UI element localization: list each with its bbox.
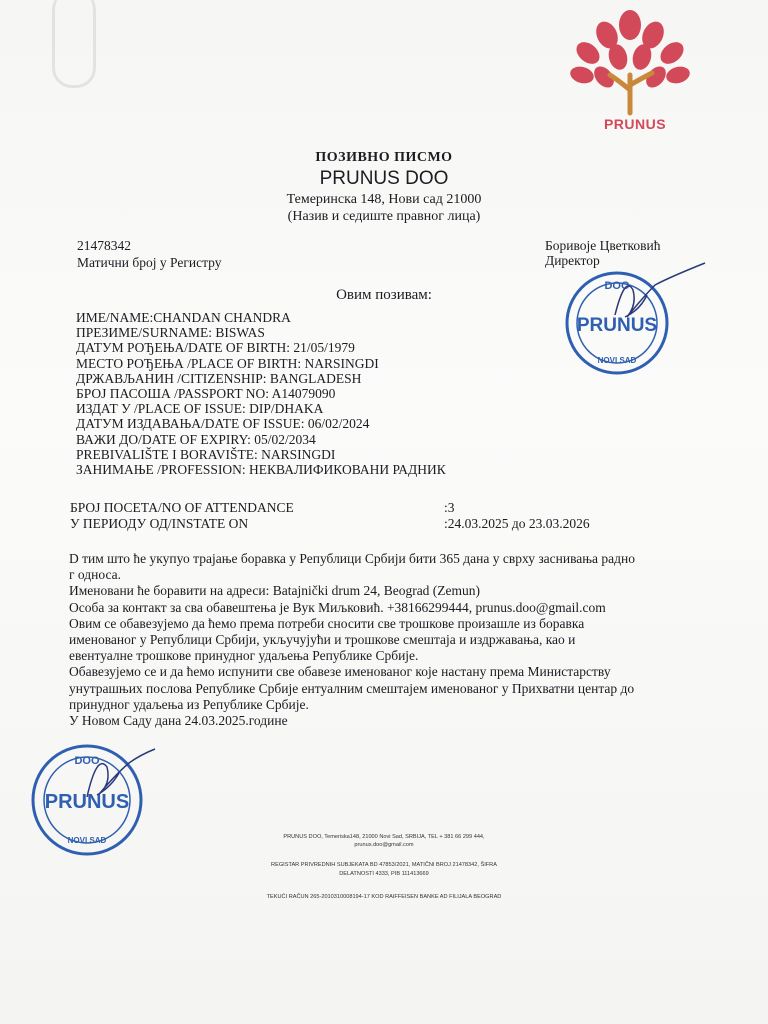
body-line: евентуалне трошкове принудног удаљења Републике Србије. [69, 648, 419, 664]
footer-line: PRUNUS DOO, Temeriska148, 21000 Novi Sad, SRBIJA, TEL + 381 66 299 444, [283, 834, 485, 840]
body-line: D тим што ће укупуо трајање боравка у Републици Србији бити 365 дана у сврху заснивања радно [69, 551, 635, 566]
person-row: БРОЈ ПАСОША /PASSPORT NO: A14079090 [76, 386, 336, 402]
director-title: Директор [545, 253, 600, 268]
stamp-bottom-doo: DOO [74, 755, 100, 767]
person-row: ДРЖАВЉАНИН /CITIZENSHIP: BANGLADESH [76, 370, 362, 386]
body-line: принудног удаљења из Републике Србије. [69, 696, 309, 712]
body-line: Обавезујемо се и да ћемо испунити све обавезе именованог које настану према Министарству [69, 664, 611, 680]
period-label: У ПЕРИОДУ ОД/INSTATE ON [70, 516, 249, 531]
person-row: ЗАНИМАЊЕ /PROFESSION: НЕКВАЛИФИКОВАНИ РАДНИК [76, 462, 446, 478]
stamp-top-city: NOVI SAD [597, 356, 637, 365]
stamp-bottom-city: NOVI SAD [67, 836, 107, 845]
stamp-top-prunus: PRUNUS [576, 315, 658, 336]
letter-body [69, 551, 709, 729]
body-line: именованог у Републици Србији, укључујући и трошкове смештаја и издржавања, као и [69, 632, 576, 648]
letter-title: ПОЗИВНО ПИСМО [315, 150, 453, 165]
body-line: Именовани ће боравити на адреси: Batajnički drum 24, Beograd (Zemun) [69, 583, 481, 599]
person-row: ВАЖИ ДО/DATE OF EXPIRY: 05/02/2034 [76, 431, 316, 447]
person-row: ИМЕ/NAME:CHANDAN CHANDRA [76, 310, 291, 325]
person-row: МЕСТО РОЂЕЊА /PLACE OF BIRTH: NARSINGDI [76, 355, 379, 371]
footer-line: TEKUĆI RAČUN 265-2010310008194-17 KOD RAIFFEISEN BANKE AD FILIJALA BEOGRAD [266, 894, 502, 900]
stamp-top-doo: DOO [604, 280, 630, 292]
period-value: :24.03.2025 до 23.03.2026 [444, 516, 590, 531]
person-row: ИЗДАТ У /PLACE OF ISSUE: DIP/DHAKA [76, 401, 324, 417]
registry-label: Матични број у Регистру [77, 255, 222, 270]
person-row: ДАТУМ РОЂЕЊА/DATE OF BIRTH: 21/05/1979 [76, 340, 355, 356]
body-line: Овим се обавезујемо да ћемо према потреби сносити све трошкове произашле из боравка [69, 615, 585, 631]
body-line: г односа. [69, 567, 121, 583]
body-line: унутрашњих послова Републике Србије ентуалним смештајем именованог у Прихватни центар до [69, 680, 635, 696]
footer-line: REGISTAR PRIVREDNIH SUBJEKATA BD 47853/2021, MATIČNI BROJ 21478342, ŠIFRA [271, 862, 497, 868]
person-details [76, 310, 446, 477]
stamp-top-icon [545, 255, 735, 380]
logo-text: PRUNUS [603, 116, 667, 132]
person-row: ДАТУМ ИЗДАВАЊА/DATE OF ISSUE: 06/02/2024 [76, 416, 370, 432]
footer-line: prunus.doo@gmail.com [354, 842, 414, 848]
body-line: Особа за контакт за сва обавештења је Вук Миљковић. +38166299444, prunus.doo@gmail.com [69, 599, 606, 615]
director-name: Боривоје Цветковић [545, 238, 661, 253]
company-address: Темеринска 148, Нови сад 21000 [286, 192, 482, 207]
registry-number: 21478342 [77, 238, 131, 253]
stamp-bottom-prunus: PRUNUS [44, 791, 130, 813]
paper-clip [52, 0, 96, 88]
person-row: PREBIVALIŠTE I BORAVIŠTE: NARSINGDI [76, 446, 336, 462]
invitation-heading: Овим позивам: [336, 287, 432, 303]
body-line: У Новом Саду дана 24.03.2025.године [69, 713, 288, 729]
person-row: ПРЕЗИМЕ/SURNAME: BISWAS [76, 325, 265, 341]
footer-line: DELATNOSTI 4333, PIB 111413669 [339, 871, 429, 877]
company-name: PRUNUS DOO [319, 168, 449, 189]
attendance-label: БРОЈ ПОСЕТА/NO OF ATTENDANCE [70, 500, 294, 515]
attendance-value: :3 [444, 500, 455, 515]
company-note: (Назив и седиште правног лица) [287, 209, 481, 224]
